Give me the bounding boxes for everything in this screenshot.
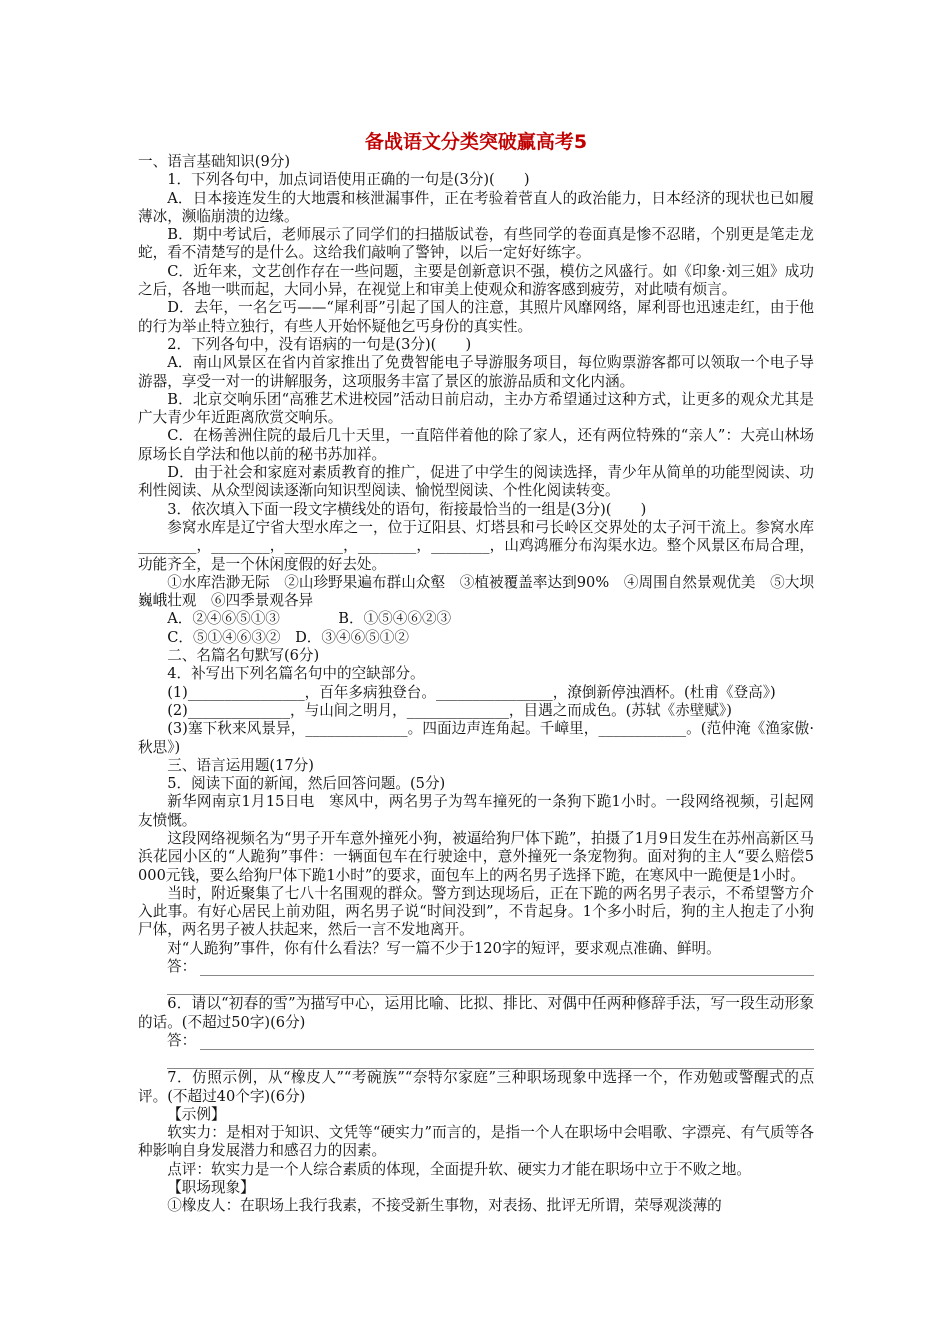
paragraph: D．去年，一名乞丐——“犀利哥”引起了国人的注意，其照片风靡网络，犀利哥也迅速走红，由于他的行为举止特立独行，有些人开始怀疑他乞丐身份的真实性。 [138,299,814,335]
document-page [138,131,819,1216]
answer-blank-line[interactable] [167,1050,814,1069]
answer-label: 答： [167,1031,197,1049]
paragraph: A．②④⑥⑤①③ B．①⑤④⑥②③ [167,610,452,628]
paragraph: (1)________________，百年多病独登台。________________，潦倒新停浊酒杯。(杜甫《登高》) [167,683,776,701]
answer-rule[interactable] [200,963,814,976]
paragraph: 【示例】 [167,1105,226,1123]
paragraph: 二、名篇名句默写(6分) [167,647,320,665]
paragraph: 软实力：是相对于知识、文凭等“硬实力”而言的，是指一个人在职场中会唱歌、字漂亮、有气质等各种影响自身发展潜力和感召力的因素。 [138,1124,814,1160]
document-body [138,153,819,1216]
paragraph: ①橡皮人：在职场上我行我素，不接受新生事物，对表扬、批评无所谓，荣辱观淡薄的 [167,1197,722,1215]
paragraph: 5．阅读下面的新闻，然后回答问题。(5分) [167,775,446,793]
paragraph: 这段网络视频名为“男子开车意外撞死小狗，被逼给狗尸体下跪”，拍摄了1月9日发生在苏州高新区马浜花园小区的“人跪狗”事件：一辆面包车在行驶途中，意外撞死一条宠物狗。面对狗的主人“要么赔偿5 000元钱，要么给狗尸体下跪1小时”的要求，面包车上的两名男子选择下跪，在寒风中一跪便是1小时。 [138,829,819,884]
paragraph: 一、语言基础知识(9分) [138,153,291,170]
paragraph: 4．补写出下列名篇名句中的空缺部分。 [167,665,425,683]
answer-line[interactable] [138,1032,814,1050]
paragraph: 当时，附近聚集了七八十名围观的群众。警方到达现场后，正在下跪的两名男子表示，不希望警方介入此事。有好心居民上前劝阻，两名男子说“时间没到”，不肯起身。1个多小时后，狗的主人抱走了小狗尸体，两名男子被人扶起来，然后一言不发地离开。 [138,884,814,939]
paragraph: 点评：软实力是一个人综合素质的体现，全面提升软、硬实力才能在职场中立于不败之地。 [167,1160,751,1178]
paragraph: A．日本接连发生的大地震和核泄漏事件，正在考验着菅直人的政治能力，日本经济的现状也已如履薄冰，濒临崩溃的边缘。 [138,189,814,225]
answer-blank-line[interactable] [167,976,814,995]
paragraph: 6．请以“初春的雪”为描写中心，运用比喻、比拟、排比、对偶中任两种修辞手法，写一段生动形象的话。(不超过50字)(6分) [138,995,814,1031]
paragraph: 7．仿照示例，从“橡皮人”“考碗族”“奈特尔家庭”三种职场现象中选择一个，作劝勉或警醒式的点评。(不超过40个字)(6分) [138,1069,814,1105]
paragraph: ①水库浩渺无际 ②山珍野果遍布群山众壑 ③植被覆盖率达到90% ④周围自然景观优美 ⑤大坝巍峨壮观 ⑥四季景观各异 [138,573,814,610]
paragraph: B．北京交响乐团“高雅艺术进校园”活动日前启动，主办方希望通过这种方式，让更多的观众尤其是广大青少年近距离欣赏交响乐。 [138,390,814,427]
page-title: 备战语文分类突破赢高考5 [364,131,588,153]
paragraph: 【职场现象】 [167,1179,255,1197]
paragraph: B．期中考试后，老师展示了同学们的扫描版试卷，有些同学的卷面真是惨不忍睹，个别更是笔走龙蛇，看不清楚写的是什么。这给我们敲响了警钟，以后一定好好练字。 [138,226,814,262]
paragraph: 2．下列各句中，没有语病的一句是(3分)( ) [167,335,472,353]
paragraph: 3．依次填入下面一段文字横线处的语句，衔接最恰当的一组是(3分)( ) [167,500,647,518]
answer-rule[interactable] [200,1037,814,1050]
answer-line[interactable] [138,958,814,976]
paragraph: C．在杨善洲住院的最后几十天里，一直陪伴着他的除了家人，还有两位特殊的“亲人”：大亮山林场原场长自学法和他以前的秘书苏加祥。 [138,427,814,463]
paragraph: (2)______________，与山间之明月，______________，目遇之而成色。(苏轼《赤壁赋》) [167,701,732,719]
paragraph: 1．下列各句中，加点词语使用正确的一句是(3分)( ) [167,171,530,189]
paragraph: D．由于社会和家庭对素质教育的推广，促进了中学生的阅读选择，青少年从简单的功能型阅读、功利性阅读、从众型阅读逐渐向知识型阅读、愉悦型阅读、个性化阅读转变。 [138,464,814,500]
paragraph: A．南山风景区在省内首家推出了免费智能电子导游服务项目，每位购票游客都可以领取一个电子导游器，享受一对一的讲解服务，这项服务丰富了景区的旅游品质和文化内涵。 [138,354,814,390]
paragraph: 参窝水库是辽宁省大型水库之一，位于辽阳县、灯塔县和弓长岭区交界处的太子河干流上。参窝水库________，________，________，________，________，山鸡鸿雁分布沟渠水边。整个风景区布局合理，功能齐全，是一个休闲度假的好去处。 [138,518,814,573]
answer-label: 答： [167,958,197,976]
paragraph: 新华网南京1月15日电 寒风中，两名男子为驾车撞死的一条狗下跪1小时。一段网络视频，引起网友愤慨。 [138,793,814,829]
paragraph: 三、语言运用题(17分) [167,756,314,774]
paragraph: (3)塞下秋来风景异，______________。四面边声连角起。千嶂里，____________。(范仲淹《渔家傲·秋思》) [138,720,814,756]
paragraph: C．⑤①④⑥③② D．③④⑥⑤①② [167,628,409,646]
paragraph: C．近年来，文艺创作存在一些问题，主要是创新意识不强，模仿之风盛行。如《印象·刘三姐》成功之后，各地一哄而起，大同小异，在视觉上和审美上使观众和游客感到疲劳，对此啧有烦言。 [138,262,814,299]
paragraph: 对“人跪狗”事件，你有什么看法？写一篇不少于120字的短评，要求观点准确、鲜明。 [167,939,721,957]
